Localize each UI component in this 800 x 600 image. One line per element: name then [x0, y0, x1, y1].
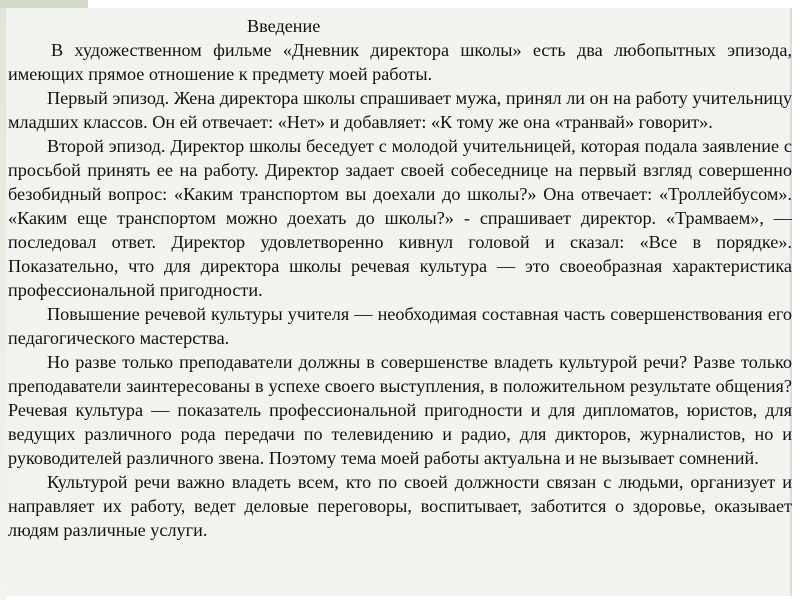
paragraph-film-intro: В художественном фильме «Дневник директора школы» есть два любопытных эпизода, имеющих прямое отношение к предмету моей работы. — [8, 40, 792, 84]
paragraph-first-episode: Первый эпизод. Жена директора школы спрашивает мужа, принял ли он на работу учительницу младших классов. Он ей отвечает: «Нет» и добавляет: «К тому же она «транвай» говорит». — [8, 88, 792, 132]
paragraph-second-episode: Второй эпизод. Директор школы беседует с молодой учительницей, которая подала заявление с просьбой принять ее на работу. Директор задает своей собеседнице на первый взгляд совершенно безобидный вопрос: «Каким транспортом вы доехали до школы?» Она отвечает: «Троллейбусом». «Каким еще транспортом можно доехать до школы?» - спрашивает директор. «Трамваем», — последовал ответ. Директор удовлетворенно кивнул головой и сказал: «Все в порядке». Показательно, что для директора школы речевая культура — это своеобразная характеристика профессиональной пригодности. — [8, 136, 792, 300]
top-accent-bar — [0, 0, 88, 8]
document-title: Введение — [247, 16, 321, 36]
paragraph-conclusion: Культурой речи важно владеть всем, кто по своей должности связан с людьми, организует и направляет их работу, ведет деловые переговоры, воспитывает, заботится о здоровье, оказывает людям различные услуги. — [8, 472, 792, 540]
paragraph-relevance: Но разве только преподаватели должны в совершенстве владеть культурой речи? Разве только преподаватели заинтересованы в успехе своего выступления, в положительном результате общения? Речевая культура — показатель профессиональной пригодности и для дипломатов, юристов, для ведущих различного рода передачи по телевидению и радио, для дикторов, журналистов, но и руководителей различного звена. Поэтому тема моей работы актуальна и не вызывает сомнений. — [8, 352, 792, 468]
paragraph-teacher-culture: Повышение речевой культуры учителя — необходимая составная часть совершенствования его педагогического мастерства. — [8, 304, 792, 348]
document-body — [8, 14, 792, 542]
